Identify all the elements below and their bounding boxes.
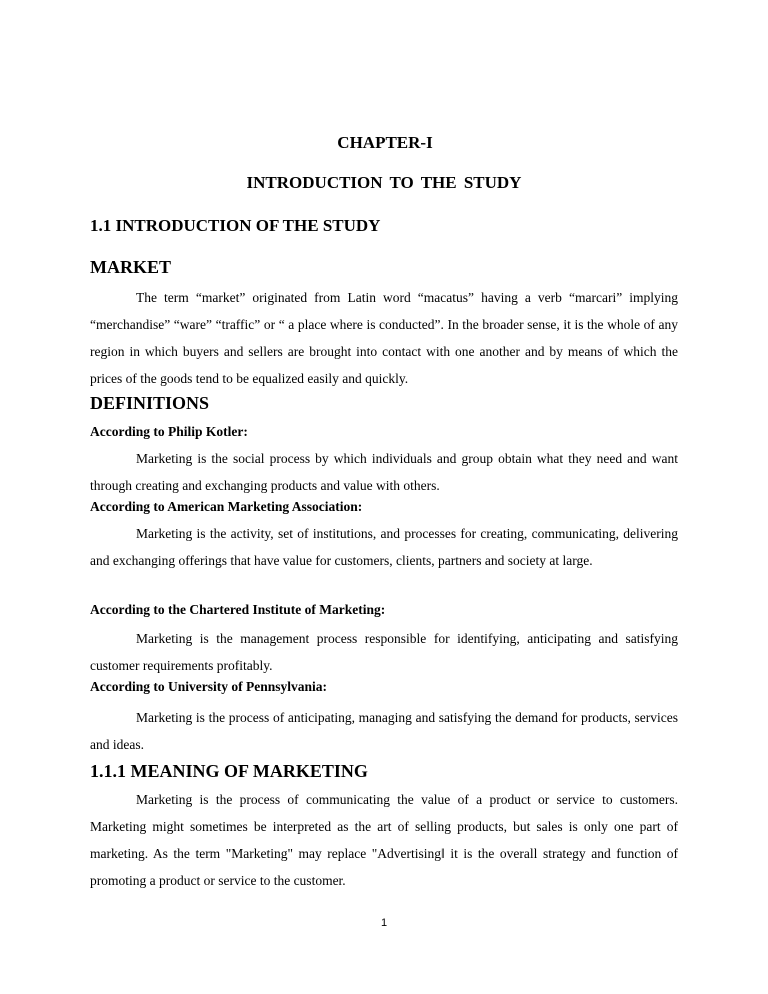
definition-text-upenn [90,704,678,758]
market-paragraph-text: The term “market” originated from Latin word “macatus” having a verb “marcari” implying “merchandise” “ware” “traffic” or “ a place where is conducted”. In the broader sense, it is the whole of any region in which buyers and sellers are brought into contact with one another and by means of which the prices of the goods tend to be equalized easily and quickly. [90,290,678,386]
definition-source-kotler: According to Philip Kotler: [90,424,248,439]
page-number: 1 [380,917,388,929]
definition-text: Marketing is the management process responsible for identifying, anticipating and satisfying customer requirements profitably. [90,631,678,673]
definition-source-cim: According to the Chartered Institute of Marketing: [90,602,386,617]
chapter-label: CHAPTER-I [337,133,433,152]
meaning-paragraph-text: Marketing is the process of communicating the value of a product or service to customers. Marketing might sometimes be interpreted as the art of selling products, but sales is only one part of marketing. As the term "Marketing" may replace "Advertising‖ it is the overall strategy and function of promoting a product or service to the customer. [90,792,678,888]
definition-text-kotler [90,445,678,499]
definition-source-upenn: According to University of Pennsylvania: [90,679,327,694]
chapter-title: INTRODUCTION TO THE STUDY [246,173,522,192]
definition-text: Marketing is the social process by which individuals and group obtain what they need and want through creating and exchanging products and value with others. [90,451,678,493]
definition-text: Marketing is the activity, set of institutions, and processes for creating, communicating, delivering and exchanging offerings that have value for customers, clients, partners and society at large. [90,526,678,568]
definition-source-ama: According to American Marketing Association: [90,499,363,514]
definition-text-ama [90,520,678,574]
definition-text: Marketing is the process of anticipating, managing and satisfying the demand for products, services and ideas. [90,710,678,752]
market-paragraph [90,284,678,392]
meaning-heading: 1.1.1 MEANING OF MARKETING [90,761,368,781]
section-heading: 1.1 INTRODUCTION OF THE STUDY [90,216,381,235]
definition-text-cim [90,625,678,679]
meaning-paragraph [90,786,678,894]
market-heading: MARKET [90,257,171,277]
definitions-heading: DEFINITIONS [90,393,210,413]
